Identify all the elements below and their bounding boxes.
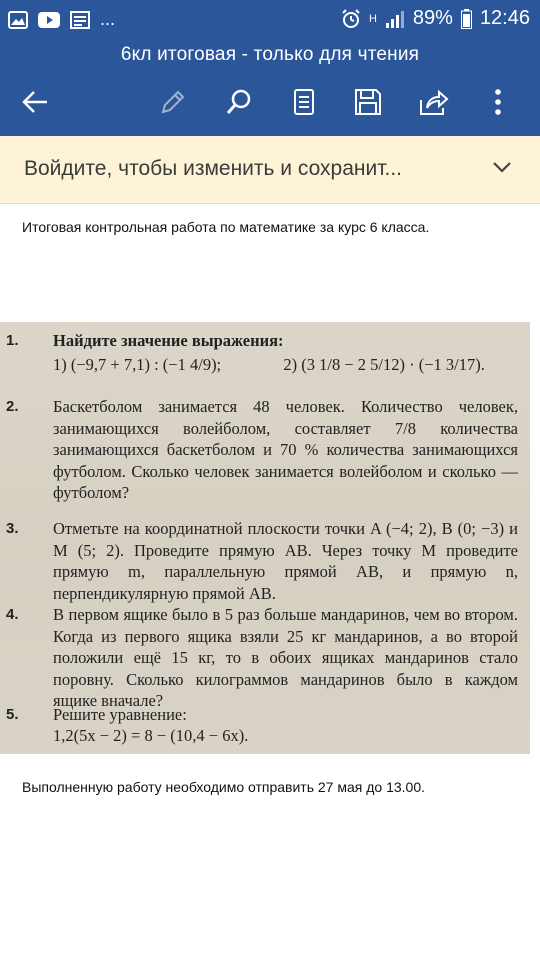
alarm-icon — [341, 9, 361, 29]
battery-level: 89% — [412, 7, 453, 29]
edit-button[interactable] — [155, 84, 191, 120]
task-text: Баскетболом занимается 48 человек. Количество человек, занимающихся волейболом, составляет 7/8 количества занимающихся баскетболом и 70 % количества занимающихся футболом. Сколько человек занимается волейболом и сколько — футболом? — [53, 397, 518, 502]
news-notification-icon — [70, 11, 90, 29]
battery-icon — [461, 9, 472, 29]
task-expression-1: 1) (−9,7 + 7,1) : (−1 4/9); — [53, 355, 222, 374]
network-type: H — [368, 12, 377, 25]
image-notification-icon — [8, 11, 28, 29]
system-status — [341, 7, 530, 30]
task-number: 4. — [6, 606, 19, 623]
task-number: 1. — [6, 332, 19, 349]
share-icon — [419, 88, 449, 116]
task-number: 3. — [6, 520, 19, 537]
more-options-button[interactable] — [480, 84, 516, 120]
task-text: В первом ящике было в 5 раз больше мандаринов, чем во втором. Когда из первого ящика взяли 25 кг мандаринов, а во второй положили ещё 15 кг, то в обоих ящиках мандаринов стало поровну. Сколько килограммов мандаринов было в каждом ящике вначале? — [53, 605, 518, 710]
document-footer-text: Выполненную работу необходимо отправить 27 мая до 13.00. — [22, 779, 426, 795]
share-button[interactable] — [416, 84, 452, 120]
document-intro-text: Итоговая контрольная работа по математике за курс 6 класса. — [22, 219, 430, 235]
sign-in-banner-text: Войдите, чтобы изменить и сохранит... — [24, 157, 403, 180]
signal-icon — [385, 10, 405, 28]
youtube-notification-icon — [38, 12, 60, 28]
task-equation: 1,2(5x − 2) = 8 − (10,4 − 6x). — [53, 726, 249, 745]
scanned-task-image — [0, 322, 530, 754]
status-bar — [0, 0, 540, 38]
sign-in-banner[interactable] — [0, 136, 540, 204]
search-button[interactable] — [221, 84, 257, 120]
task-text: Решите уравнение: — [53, 705, 187, 724]
task-text: Отметьте на координатной плоскости точки A (−4; 2), B (0; −3) и M (5; 2). Проведите прямую AB. Через точку M проведите прямую m, параллельную прямой AB, и прямую n, перпендикулярную прямой AB. — [53, 519, 518, 603]
scanned-page — [0, 322, 530, 754]
more-notifications-text: ... — [100, 9, 116, 29]
chevron-down-icon[interactable] — [492, 160, 512, 174]
task-expression-2: 2) (3 1/8 − 2 5/12) · (−1 3/17). — [283, 355, 485, 374]
save-button[interactable] — [350, 84, 386, 120]
reading-view-icon — [293, 88, 315, 116]
notification-icons — [8, 9, 115, 30]
reading-view-button[interactable] — [286, 84, 322, 120]
app-bar — [0, 38, 540, 136]
save-icon — [354, 88, 382, 116]
edit-pencil-icon — [159, 88, 187, 116]
task-number: 5. — [6, 706, 19, 723]
more-vert-icon — [494, 88, 502, 116]
back-arrow-icon — [21, 90, 49, 114]
task-expressions — [53, 354, 485, 376]
search-icon — [225, 88, 253, 116]
task-text: Найдите значение выражения: — [53, 331, 284, 350]
toolbar — [0, 80, 540, 124]
document-title: 6кл итоговая - только для чтения — [120, 44, 420, 65]
back-button[interactable] — [17, 84, 53, 120]
clock: 12:46 — [479, 7, 530, 29]
task-number: 2. — [6, 398, 19, 415]
